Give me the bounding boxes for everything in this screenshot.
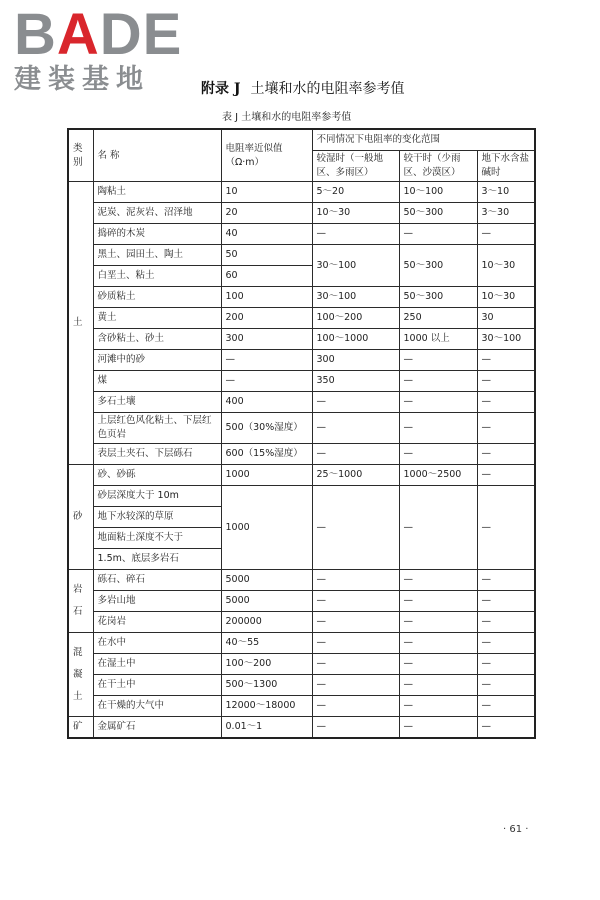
cell-name: 黑土、园田土、陶土	[93, 245, 221, 266]
table-row	[68, 717, 535, 739]
cell-resistivity: 1000	[221, 486, 312, 570]
cell-wet: —	[312, 392, 399, 413]
cell-salt: 3～30	[477, 203, 535, 224]
cell-salt: —	[477, 612, 535, 633]
cell-wet: 30～100	[312, 287, 399, 308]
cell-name: 黄土	[93, 308, 221, 329]
cell-wet: 25～1000	[312, 465, 399, 486]
cell-dry: 1000～2500	[399, 465, 477, 486]
cell-wet: —	[312, 413, 399, 444]
cell-resistivity: 600（15%湿度）	[221, 444, 312, 465]
table-caption: 表 J 土壤和水的电阻率参考值	[222, 112, 352, 123]
cell-dry: —	[399, 612, 477, 633]
cell-name: 泥炭、泥灰岩、沼泽地	[93, 203, 221, 224]
table-row	[68, 329, 535, 350]
table-row	[68, 612, 535, 633]
cell-dry: 1000 以上	[399, 329, 477, 350]
cell-resistivity: 5000	[221, 570, 312, 591]
table-row	[68, 591, 535, 612]
table-row	[68, 633, 535, 654]
cell-name: 1.5m、底层多岩石	[93, 549, 221, 570]
appendix-label: 附录 J	[201, 81, 241, 97]
cell-dry: 10～100	[399, 182, 477, 203]
cell-salt: 10～30	[477, 245, 535, 287]
cell-name: 河滩中的砂	[93, 350, 221, 371]
cell-resistivity: 50	[221, 245, 312, 266]
cell-name: 砂层深度大于 10m	[93, 486, 221, 507]
cell-wet: 5～20	[312, 182, 399, 203]
cell-name: 白垩土、粘土	[93, 266, 221, 287]
category-soil: 土	[68, 182, 93, 465]
cell-wet: —	[312, 633, 399, 654]
cell-resistivity: 10	[221, 182, 312, 203]
cell-salt: —	[477, 392, 535, 413]
table-row	[68, 224, 535, 245]
cell-name: 砂、砂砾	[93, 465, 221, 486]
cell-dry: —	[399, 717, 477, 739]
cell-wet: —	[312, 486, 399, 570]
cell-dry: —	[399, 350, 477, 371]
cell-wet: 100～1000	[312, 329, 399, 350]
logo-wordmark: BADE	[14, 2, 183, 67]
cell-resistivity: 60	[221, 266, 312, 287]
cell-resistivity: 400	[221, 392, 312, 413]
header-dry: 较干时（少雨区、沙漠区）	[399, 151, 477, 182]
table-row	[68, 675, 535, 696]
cell-name: 在干燥的大气中	[93, 696, 221, 717]
cell-salt: 30	[477, 308, 535, 329]
cell-dry: —	[399, 633, 477, 654]
cell-name: 表层土夹石、下层砾石	[93, 444, 221, 465]
cell-wet: —	[312, 717, 399, 739]
cell-salt: —	[477, 444, 535, 465]
cell-salt: 10～30	[477, 287, 535, 308]
table-row	[68, 287, 535, 308]
cell-resistivity: 1000	[221, 465, 312, 486]
cell-wet: —	[312, 444, 399, 465]
cell-salt: —	[477, 465, 535, 486]
cell-name: 地面粘土深度不大于	[93, 528, 221, 549]
header-variation: 不同情况下电阻率的变化范围	[312, 129, 535, 151]
cell-salt: —	[477, 371, 535, 392]
cell-name: 金属矿石	[93, 717, 221, 739]
table-row	[68, 392, 535, 413]
table-row	[68, 203, 535, 224]
cell-salt: —	[477, 350, 535, 371]
cell-wet: —	[312, 654, 399, 675]
header-resistivity: 电阻率近似值（Ω·m）	[221, 129, 312, 182]
page-number: · 61 ·	[503, 824, 529, 835]
cell-salt: —	[477, 486, 535, 570]
table-row	[68, 570, 535, 591]
table-row	[68, 444, 535, 465]
cell-resistivity: 5000	[221, 591, 312, 612]
cell-dry: —	[399, 444, 477, 465]
category-rock-label: 岩石	[73, 584, 83, 617]
cell-salt: —	[477, 413, 535, 444]
cell-salt: 3～10	[477, 182, 535, 203]
cell-name: 含砂粘土、砂土	[93, 329, 221, 350]
cell-salt: —	[477, 633, 535, 654]
cell-name: 砂质粘土	[93, 287, 221, 308]
resistivity-table	[67, 128, 536, 739]
cell-resistivity: 200	[221, 308, 312, 329]
cell-dry: —	[399, 371, 477, 392]
header-alkaline: 地下水含盐碱时	[477, 151, 535, 182]
cell-name: 多岩山地	[93, 591, 221, 612]
cell-resistivity: —	[221, 350, 312, 371]
cell-name: 捣碎的木炭	[93, 224, 221, 245]
header-name: 名 称	[93, 129, 221, 182]
cell-wet: 30～100	[312, 245, 399, 287]
cell-wet: —	[312, 224, 399, 245]
table-row	[68, 350, 535, 371]
cell-dry: —	[399, 675, 477, 696]
category-rock	[68, 570, 93, 633]
table-row	[68, 696, 535, 717]
cell-dry: 250	[399, 308, 477, 329]
cell-wet: —	[312, 570, 399, 591]
appendix-title-text: 土壤和水的电阻率参考值	[250, 81, 405, 97]
cell-name: 上层红色风化粘土、下层红色页岩	[93, 413, 221, 444]
cell-wet: —	[312, 612, 399, 633]
cell-dry: —	[399, 224, 477, 245]
category-ore: 矿	[68, 717, 93, 739]
cell-resistivity: 500（30%湿度）	[221, 413, 312, 444]
cell-name: 花岗岩	[93, 612, 221, 633]
cell-salt: —	[477, 675, 535, 696]
cell-salt: —	[477, 717, 535, 739]
cell-wet: —	[312, 675, 399, 696]
table-row	[68, 465, 535, 486]
cell-dry: —	[399, 486, 477, 570]
header-row-1	[68, 129, 535, 151]
cell-wet: —	[312, 591, 399, 612]
cell-salt: —	[477, 224, 535, 245]
header-wet: 较湿时（一般地区、多雨区）	[312, 151, 399, 182]
category-sand: 砂	[68, 465, 93, 570]
cell-dry: —	[399, 654, 477, 675]
cell-name: 在干土中	[93, 675, 221, 696]
cell-dry: 50～300	[399, 203, 477, 224]
cell-resistivity: 40	[221, 224, 312, 245]
cell-salt: —	[477, 570, 535, 591]
cell-resistivity: 0.01～1	[221, 717, 312, 739]
cell-dry: 50～300	[399, 245, 477, 287]
category-concrete-label: 混凝土	[73, 646, 83, 702]
cell-name: 地下水较深的草原	[93, 507, 221, 528]
table-row	[68, 182, 535, 203]
category-concrete	[68, 633, 93, 717]
cell-name: 在湿土中	[93, 654, 221, 675]
cell-salt: —	[477, 591, 535, 612]
cell-dry: —	[399, 392, 477, 413]
table-row	[68, 654, 535, 675]
cell-resistivity: 300	[221, 329, 312, 350]
cell-dry: —	[399, 696, 477, 717]
cell-wet: 10～30	[312, 203, 399, 224]
logo-subtitle: 建装基地	[14, 64, 150, 95]
cell-resistivity: 40～55	[221, 633, 312, 654]
cell-name: 陶粘土	[93, 182, 221, 203]
cell-resistivity: 200000	[221, 612, 312, 633]
cell-wet: 300	[312, 350, 399, 371]
cell-name: 砾石、碎石	[93, 570, 221, 591]
cell-dry: 50～300	[399, 287, 477, 308]
table-row	[68, 413, 535, 444]
table-row	[68, 371, 535, 392]
cell-resistivity: 500～1300	[221, 675, 312, 696]
cell-resistivity: 12000～18000	[221, 696, 312, 717]
cell-name: 多石土壤	[93, 392, 221, 413]
appendix-heading	[201, 78, 405, 98]
cell-name: 煤	[93, 371, 221, 392]
cell-resistivity: 100	[221, 287, 312, 308]
cell-resistivity: —	[221, 371, 312, 392]
cell-dry: —	[399, 591, 477, 612]
header-category: 类别	[68, 129, 93, 182]
cell-wet: —	[312, 696, 399, 717]
cell-dry: —	[399, 570, 477, 591]
cell-wet: 100～200	[312, 308, 399, 329]
cell-salt: 30～100	[477, 329, 535, 350]
cell-resistivity: 20	[221, 203, 312, 224]
cell-wet: 350	[312, 371, 399, 392]
cell-salt: —	[477, 696, 535, 717]
cell-dry: —	[399, 413, 477, 444]
table-row	[68, 486, 535, 507]
cell-name: 在水中	[93, 633, 221, 654]
table-row	[68, 308, 535, 329]
table-row	[68, 245, 535, 266]
brand-logo	[14, 2, 194, 96]
cell-resistivity: 100～200	[221, 654, 312, 675]
cell-salt: —	[477, 654, 535, 675]
